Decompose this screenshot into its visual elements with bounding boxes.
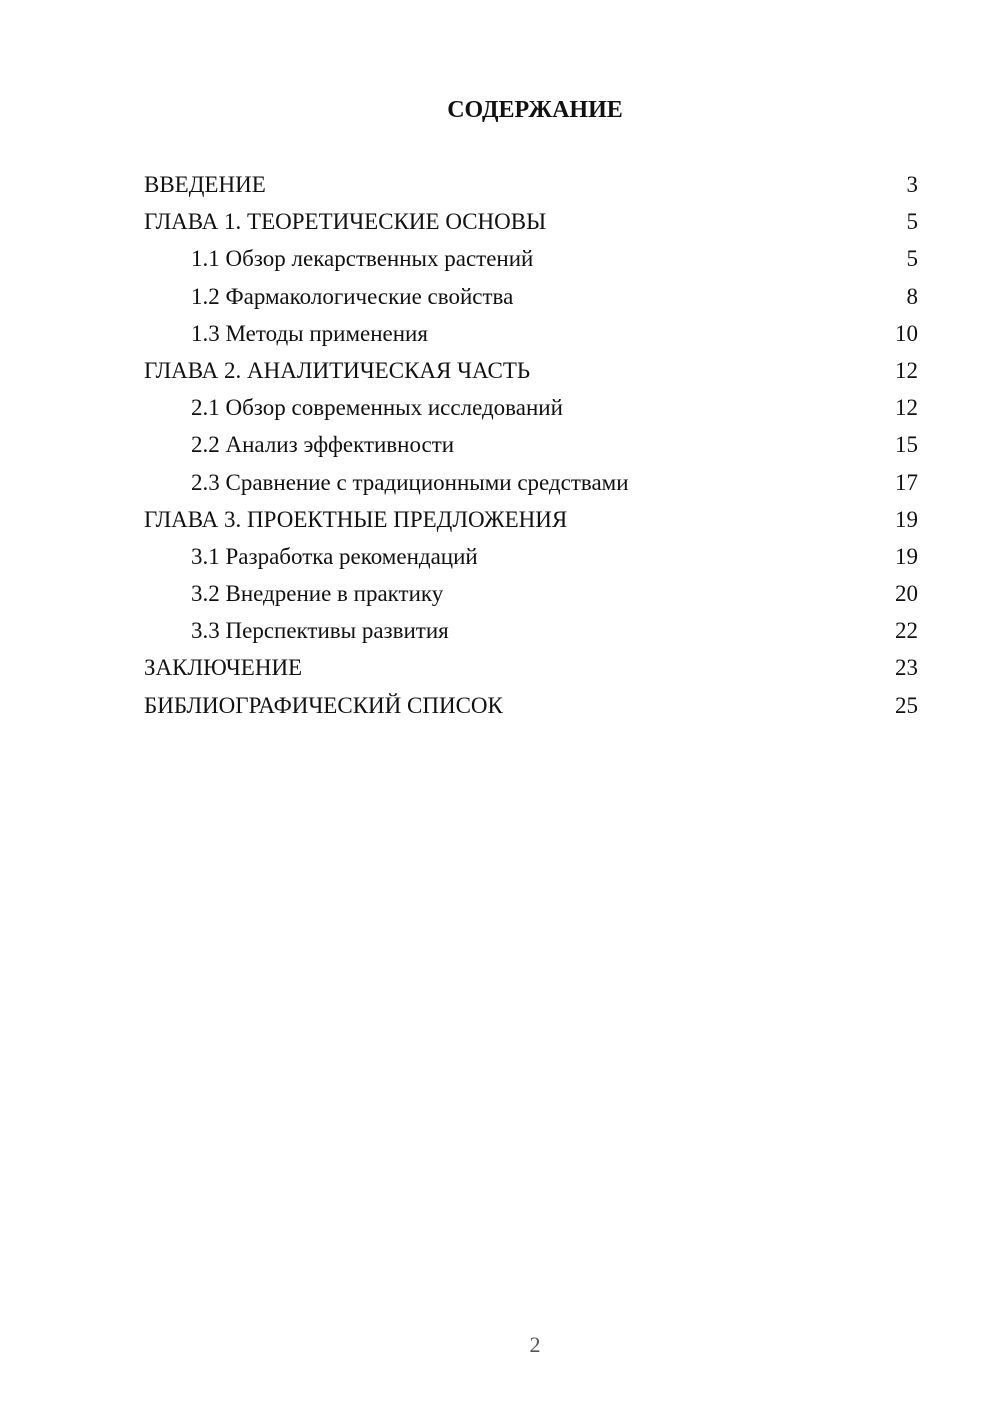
toc-entry-label: 1.3 Методы применения [191,320,428,346]
page-title: СОДЕРЖАНИЕ [447,97,623,123]
toc-chapter-entry [144,501,920,538]
toc-entry-page: 5 [906,246,918,272]
toc-entry-label: 3.2 Внедрение в практику [191,581,444,607]
toc-section-entry [144,278,920,315]
toc-section-entry [144,240,920,277]
toc-entry-page: 8 [906,283,918,309]
toc-section-entry [144,464,920,501]
toc-entry-page: 15 [895,432,918,458]
toc-section-entry [144,538,920,575]
toc-entry-page: 17 [895,469,918,495]
toc-entry-page: 10 [895,320,918,346]
toc-entry-label: 2.1 Обзор современных исследований [191,395,563,421]
toc-entry-page: 25 [895,692,918,718]
toc-entry-page: 20 [895,581,918,607]
toc-chapter-entry [144,352,920,389]
toc-entry-page: 5 [906,209,918,235]
toc-chapter-entry [144,203,920,240]
toc-chapter-entry [144,166,920,203]
toc-section-entry [144,612,920,649]
page-number: 2 [529,1332,541,1357]
toc-chapter-entry [144,649,920,686]
toc-entry-label: 3.3 Перспективы развития [191,618,449,644]
toc-entry-label: БИБЛИОГРАФИЧЕСКИЙ СПИСОК [144,692,503,718]
toc-entry-label: ГЛАВА 3. ПРОЕКТНЫЕ ПРЕДЛОЖЕНИЯ [144,506,568,532]
toc-entry-label: 1.1 Обзор лекарственных растений [191,246,534,272]
toc-entry-label: 2.2 Анализ эффективности [191,432,455,458]
toc-entry-label: ВВЕДЕНИЕ [144,172,266,197]
toc-section-entry [144,389,920,426]
toc-entry-label: 2.3 Сравнение с традиционными средствами [191,469,629,495]
toc-entry-label: ЗАКЛЮЧЕНИЕ [144,655,303,681]
toc-entry-page: 12 [895,395,918,421]
toc-entry-page: 3 [906,172,918,197]
toc-entry-page: 23 [895,655,918,681]
toc-entry-page: 19 [895,506,918,532]
toc-entry-label: 1.2 Фармакологические свойства [191,283,514,309]
toc-entry-label: ГЛАВА 1. ТЕОРЕТИЧЕСКИЕ ОСНОВЫ [144,209,547,235]
toc-entry-page: 22 [895,618,918,644]
toc-entry-page: 19 [895,543,918,569]
toc-chapter-entry [144,687,920,724]
toc-entry-label: 3.1 Разработка рекомендаций [191,543,478,569]
toc-section-entry [144,426,920,463]
toc-entry-page: 12 [895,357,918,383]
table-of-contents [144,166,920,724]
toc-section-entry [144,315,920,352]
toc-section-entry [144,575,920,612]
toc-entry-label: ГЛАВА 2. АНАЛИТИЧЕСКАЯ ЧАСТЬ [144,357,531,383]
